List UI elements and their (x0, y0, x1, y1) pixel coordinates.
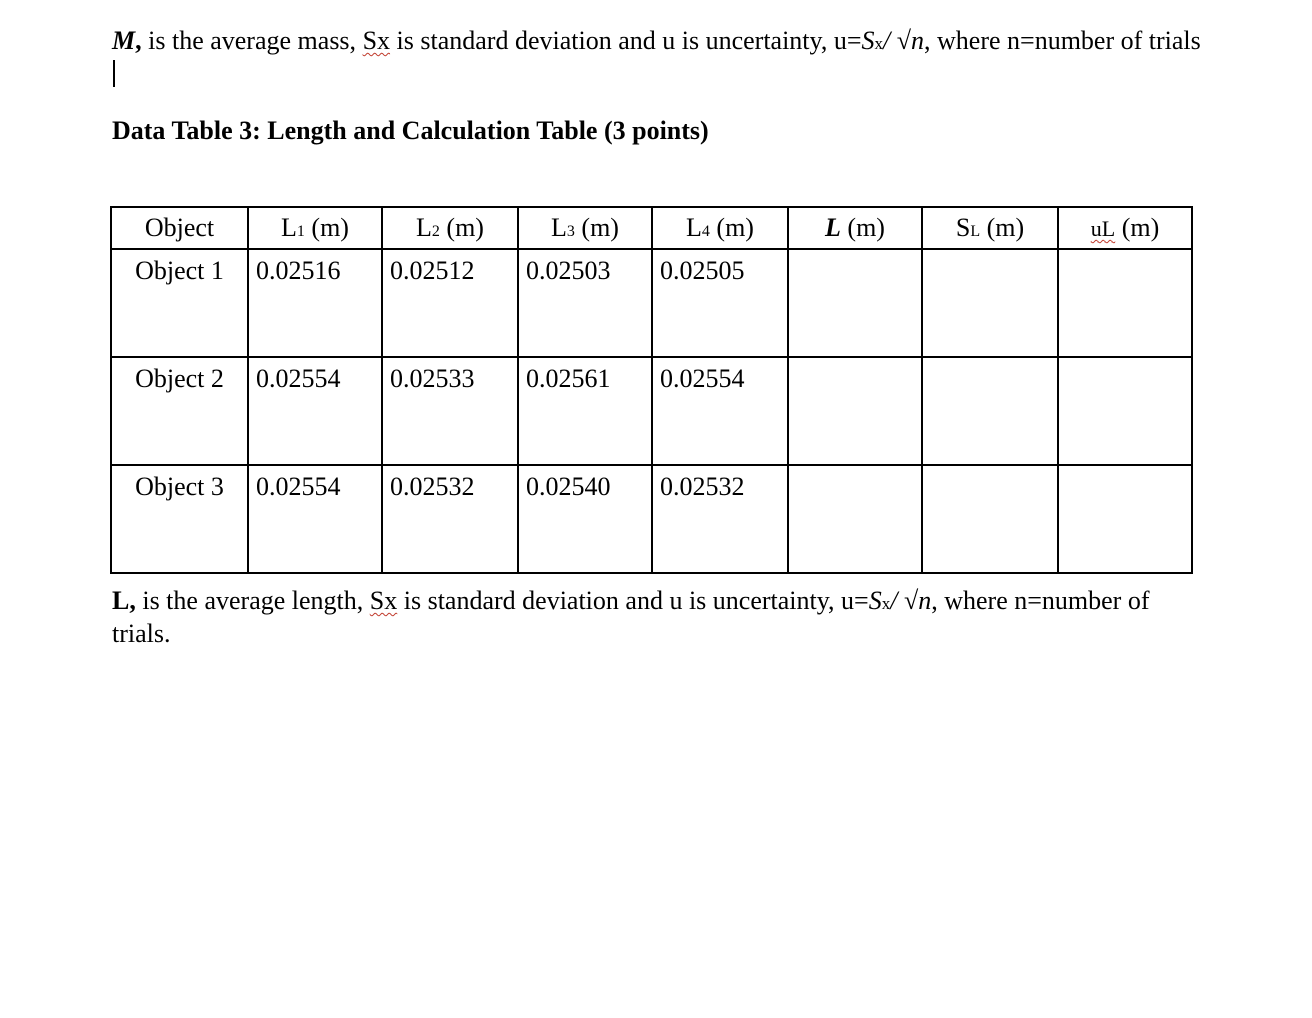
object-cell[interactable]: Object 3 (111, 465, 248, 573)
l-average-cell[interactable] (788, 357, 922, 465)
object-cell[interactable]: Object 1 (111, 249, 248, 357)
l-average-cell[interactable] (788, 249, 922, 357)
table-title: Data Table 3: Length and Calculation Table (3 points) (112, 116, 709, 145)
header-l3[interactable]: L3 (m) (518, 207, 652, 249)
sl-cell[interactable] (922, 249, 1058, 357)
header-l1[interactable]: L1 (m) (248, 207, 382, 249)
l3-cell[interactable]: 0.02503 (518, 249, 652, 357)
object-cell[interactable]: Object 2 (111, 357, 248, 465)
length-formula-s: S (868, 586, 882, 615)
ul-cell[interactable] (1058, 357, 1192, 465)
l2-cell[interactable]: 0.02512 (382, 249, 518, 357)
length-note-text2: is standard deviation and u is uncertainty, u= (397, 586, 869, 615)
header-l2[interactable]: L2 (m) (382, 207, 518, 249)
ul-cell[interactable] (1058, 465, 1192, 573)
mass-note-text2: is standard deviation and u is uncertainty, u= (390, 26, 862, 55)
l4-cell[interactable]: 0.02532 (652, 465, 788, 573)
l1-cell[interactable]: 0.02554 (248, 357, 382, 465)
mass-comma: , (135, 26, 142, 55)
mass-formula-s: S (861, 26, 875, 55)
length-calculation-table (110, 206, 1193, 574)
length-formula-x: x (881, 594, 891, 613)
l1-cell[interactable]: 0.02554 (248, 465, 382, 573)
l3-cell[interactable]: 0.02561 (518, 357, 652, 465)
l3-cell[interactable]: 0.02540 (518, 465, 652, 573)
l4-cell[interactable]: 0.02505 (652, 249, 788, 357)
mass-formula-rest: / √n (883, 26, 925, 55)
mass-note-text3: , where n=number of trials (924, 26, 1201, 55)
length-note-text3: , where n=number of trials. (112, 586, 1150, 648)
sl-cell[interactable] (922, 465, 1058, 573)
ul-cell[interactable] (1058, 249, 1192, 357)
header-l4[interactable]: L4 (m) (652, 207, 788, 249)
sl-cell[interactable] (922, 357, 1058, 465)
l2-cell[interactable]: 0.02533 (382, 357, 518, 465)
length-note-text1: is the average length, (135, 586, 370, 615)
mass-sx-misspelled: Sx (362, 26, 391, 55)
l4-cell[interactable]: 0.02554 (652, 357, 788, 465)
mass-formula-x: x (874, 34, 884, 53)
length-formula-rest: / √n (890, 586, 932, 615)
table-row (111, 357, 1192, 465)
length-symbol: L (112, 586, 130, 615)
header-ul[interactable]: uL (m) (1058, 207, 1192, 249)
table-row (111, 249, 1192, 357)
mass-symbol: M (112, 26, 136, 55)
length-sx-misspelled: Sx (369, 586, 398, 615)
mass-note-text1: is the average mass, (141, 26, 363, 55)
table-header-row (111, 207, 1192, 249)
text-cursor (113, 60, 115, 87)
header-sl[interactable]: SL (m) (922, 207, 1058, 249)
header-object[interactable]: Object (111, 207, 248, 249)
length-note-paragraph[interactable] (112, 586, 1202, 649)
l-average-cell[interactable] (788, 465, 922, 573)
table-row (111, 465, 1192, 573)
l2-cell[interactable]: 0.02532 (382, 465, 518, 573)
header-l-average[interactable]: L (m) (788, 207, 922, 249)
l1-cell[interactable]: 0.02516 (248, 249, 382, 357)
mass-note-paragraph[interactable] (112, 26, 1202, 89)
length-comma: , (129, 586, 136, 615)
